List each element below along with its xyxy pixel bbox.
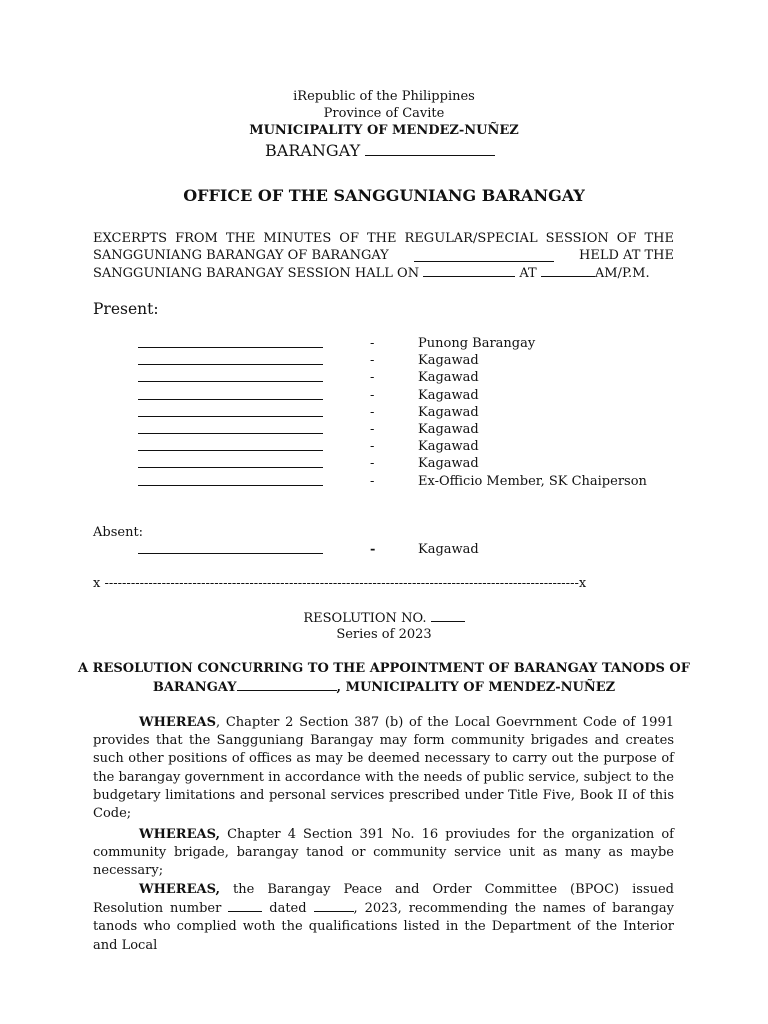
municipality-line: MUNICIPALITY OF MENDEZ-NUÑEZ	[249, 123, 519, 138]
resolution-barangay-blank[interactable]	[237, 678, 337, 691]
role-label: Kagawad	[418, 456, 479, 472]
whereas-clause-3	[93, 881, 675, 953]
whereas-clause-2	[93, 826, 674, 881]
role-dash: -	[370, 336, 375, 351]
whereas-3-dated: dated	[269, 901, 307, 917]
name-blank-line[interactable]	[138, 433, 323, 434]
resolution-number-label: RESOLUTION NO.	[303, 611, 427, 626]
role-dash: -	[370, 404, 375, 420]
excerpt-line-2-end: HELD AT THE	[579, 248, 674, 263]
name-blank-line[interactable]	[138, 416, 323, 417]
time-blank[interactable]	[541, 264, 595, 277]
date-blank[interactable]	[423, 264, 515, 277]
whereas-3-text-c: , 2023, recommending the names of barangay tanods who complied woth the qualifications listed in the Department of the Interior and Local	[93, 901, 675, 953]
bpoc-date-blank[interactable]	[314, 899, 354, 912]
excerpt-line-3-text: SANGGUNIANG BARANGAY SESSION HALL ON	[93, 266, 420, 281]
role-label: Kagawad	[418, 439, 479, 455]
name-blank-line[interactable]	[138, 381, 323, 382]
whereas-3-lead: WHEREAS,	[139, 882, 221, 897]
resolution-number-blank[interactable]	[431, 609, 465, 622]
excerpt-line-2	[93, 247, 674, 264]
barangay-heading	[265, 141, 495, 161]
present-row	[0, 473, 768, 490]
role-dash: -	[370, 439, 375, 455]
excerpt-block	[93, 230, 674, 282]
office-title: OFFICE OF THE SANGGUNIANG BARANGAY	[183, 186, 585, 205]
present-row	[0, 455, 768, 472]
absent-row	[0, 541, 768, 558]
name-blank-line[interactable]	[138, 364, 323, 365]
name-blank-line[interactable]	[138, 485, 323, 486]
resolution-title-line-1: A RESOLUTION CONCURRING TO THE APPOINTMENT OF BARANGAY TANODS OF	[78, 661, 690, 676]
absent-label: Absent:	[93, 525, 144, 540]
province-line: Province of Cavite	[323, 106, 445, 121]
bpoc-resolution-number-blank[interactable]	[228, 899, 262, 912]
whereas-2-lead: WHEREAS,	[139, 827, 221, 842]
role-label: Ex-Officio Member, SK Chaiperson	[418, 473, 647, 489]
resolution-number	[0, 609, 768, 627]
barangay-blank-2[interactable]	[414, 249, 554, 262]
whereas-clause-1	[93, 714, 674, 823]
name-blank-line[interactable]	[138, 553, 323, 554]
role-label: Kagawad	[418, 542, 479, 557]
name-blank-line[interactable]	[138, 450, 323, 451]
present-row	[0, 404, 768, 421]
resolution-title-barangay: BARANGAY	[152, 680, 237, 695]
present-row	[0, 387, 768, 404]
role-dash: -	[370, 456, 375, 472]
resolution-series: Series of 2023	[336, 627, 432, 642]
role-label: Kagawad	[418, 353, 479, 369]
role-label: Kagawad	[418, 370, 479, 386]
separator-line: x ------------------------------------------------------------------------------------------------------------x	[93, 576, 587, 591]
present-row	[0, 352, 768, 369]
barangay-heading-label: BARANGAY	[265, 141, 361, 160]
excerpt-ampm: AM/P.M.	[594, 266, 650, 281]
whereas-2-text: Chapter 4 Section 391 No. 16 proviudes for the organization of community brigade, barangay tanod or community service unit as many as maybe necessary;	[93, 827, 674, 879]
excerpt-line-2-text: SANGGUNIANG BARANGAY OF BARANGAY	[93, 248, 389, 263]
present-row	[0, 438, 768, 455]
excerpt-line-3	[93, 264, 674, 282]
name-blank-line[interactable]	[138, 399, 323, 400]
resolution-title-line-2	[0, 678, 768, 696]
role-label: Kagawad	[418, 404, 479, 420]
republic-line: iRepublic of the Philippines	[293, 89, 475, 104]
present-row	[0, 335, 768, 352]
role-dash: -	[370, 542, 376, 557]
whereas-1-text: , Chapter 2 Section 387 (b) of the Local Goevrnment Code of 1991 provides that the Sangguniang Barangay may form community brigades and creates such other positions of offices as may be deemed necessary to carry out the purpose of the barangay government in accordance with the needs of public service, subject to the budgetary limitations and personal services prescribed under Title Five, Book II of this Code;	[93, 715, 674, 822]
role-dash: -	[370, 387, 375, 403]
name-blank-line[interactable]	[138, 467, 323, 468]
present-row	[0, 421, 768, 438]
present-row	[0, 369, 768, 386]
role-dash: -	[370, 422, 375, 437]
role-label: Punong Barangay	[418, 336, 536, 351]
resolution-title-municipality: , MUNICIPALITY OF MENDEZ-NUÑEZ	[336, 680, 616, 695]
excerpt-at: AT	[519, 266, 537, 281]
barangay-name-blank[interactable]	[365, 143, 495, 156]
role-dash: -	[370, 370, 375, 386]
role-label: Kagawad	[418, 387, 479, 403]
name-blank-line[interactable]	[138, 347, 323, 348]
whereas-3-text-a: the Barangay Peace and Order Committee (BPOC) issued Resolution number	[93, 882, 674, 917]
present-label: Present:	[93, 300, 159, 318]
excerpt-line-1: EXCERPTS FROM THE MINUTES OF THE REGULAR/SPECIAL SESSION OF THE	[93, 231, 674, 246]
role-dash: -	[370, 473, 375, 489]
role-dash: -	[370, 353, 375, 369]
role-label: Kagawad	[418, 422, 479, 437]
whereas-1-lead: WHEREAS	[139, 715, 216, 730]
